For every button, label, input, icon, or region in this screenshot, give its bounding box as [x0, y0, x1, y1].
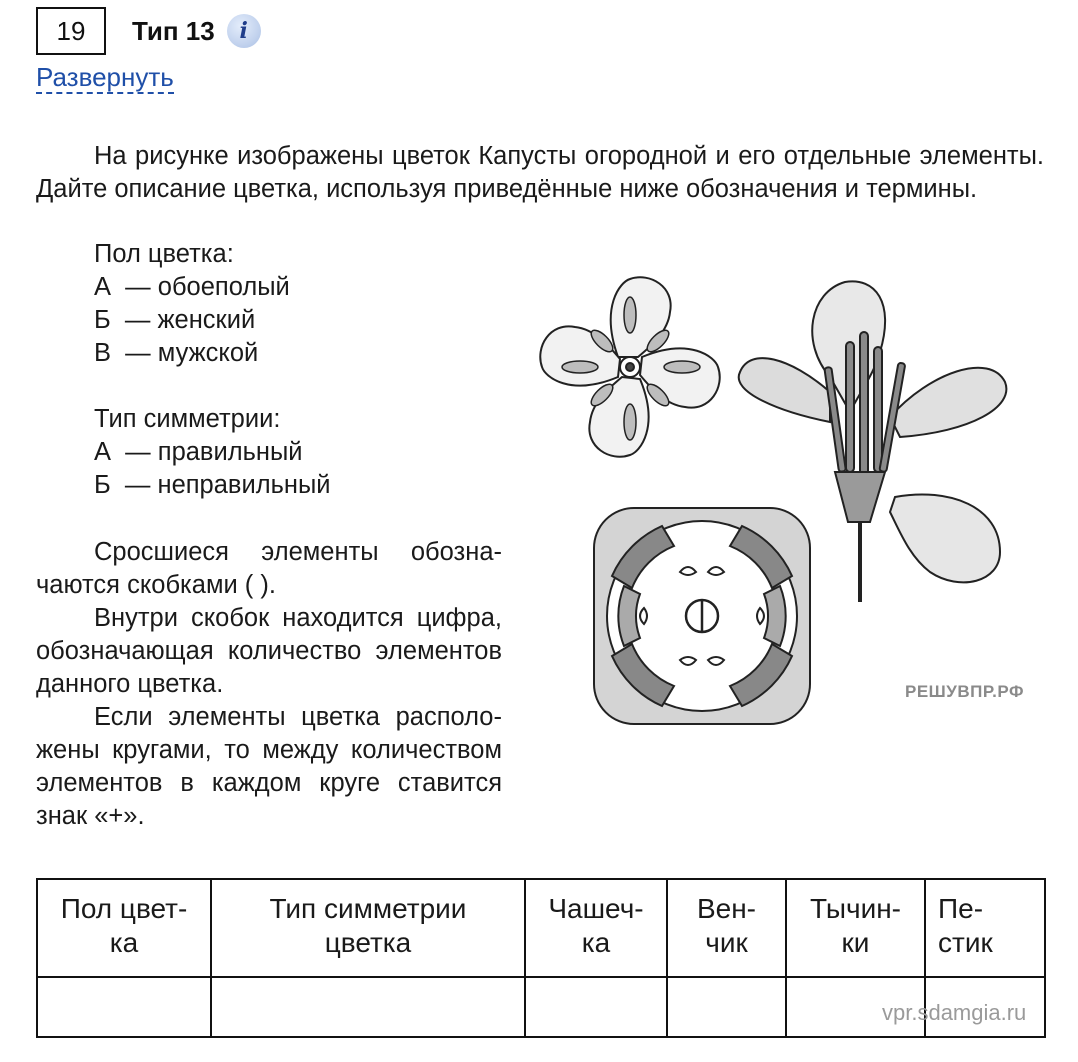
- sex-option: В — мужской: [94, 339, 259, 367]
- table-header-cell: Пол цвет- ка: [37, 879, 211, 977]
- table-header-cell: Вен- чик: [667, 879, 786, 977]
- sex-option: Б — женский: [94, 306, 256, 334]
- figure-watermark: РЕШУВПР.РФ: [905, 682, 1024, 701]
- answer-cell[interactable]: [37, 977, 211, 1037]
- flower-top-view: [540, 277, 719, 456]
- symmetry-option: Б — неправильный: [94, 471, 331, 499]
- table-header-row: [37, 879, 1045, 977]
- answer-cell[interactable]: [667, 977, 786, 1037]
- answer-cell[interactable]: [211, 977, 525, 1037]
- note-paragraph: Если элементы цветка расположены кругами, то между количеством элементов в каждом круге ставится знак «+».: [36, 703, 502, 830]
- info-icon[interactable]: i: [227, 14, 261, 48]
- table-header-cell: Чашеч- ка: [525, 879, 667, 977]
- note-paragraph: Сросшиеся элементы обозначаются скобками ( ).: [36, 538, 502, 599]
- task-type-label: Тип 13: [132, 15, 215, 46]
- table-header-cell: Тычин- ки: [786, 879, 925, 977]
- note-paragraph: Внутри скобок находится цифра, обозначающая количество элементов данного цветка.: [36, 604, 502, 698]
- expand-link[interactable]: Развернуть: [36, 62, 174, 92]
- symmetry-heading: Тип симметрии:: [94, 405, 281, 433]
- flower-illustration: [530, 272, 1030, 752]
- site-watermark: vpr.sdamgia.ru: [882, 1000, 1027, 1025]
- table-header-cell: Тип симметрии цветка: [211, 879, 525, 977]
- floral-diagram: [594, 508, 810, 724]
- answer-cell[interactable]: [525, 977, 667, 1037]
- task-number: 19: [36, 7, 106, 55]
- sex-heading: Пол цветка:: [94, 240, 234, 268]
- task-header: [36, 6, 261, 56]
- task-intro: На рисунке изображены цветок Капусты огородной и его отдельные элементы. Дайте описание цветка, используя приведённые ниже обозначения и термины.: [36, 142, 1044, 203]
- table-header-cell: Пе- стик: [925, 879, 1045, 977]
- symmetry-option: А — правильный: [94, 438, 303, 466]
- sex-option: А — обоеполый: [94, 273, 290, 301]
